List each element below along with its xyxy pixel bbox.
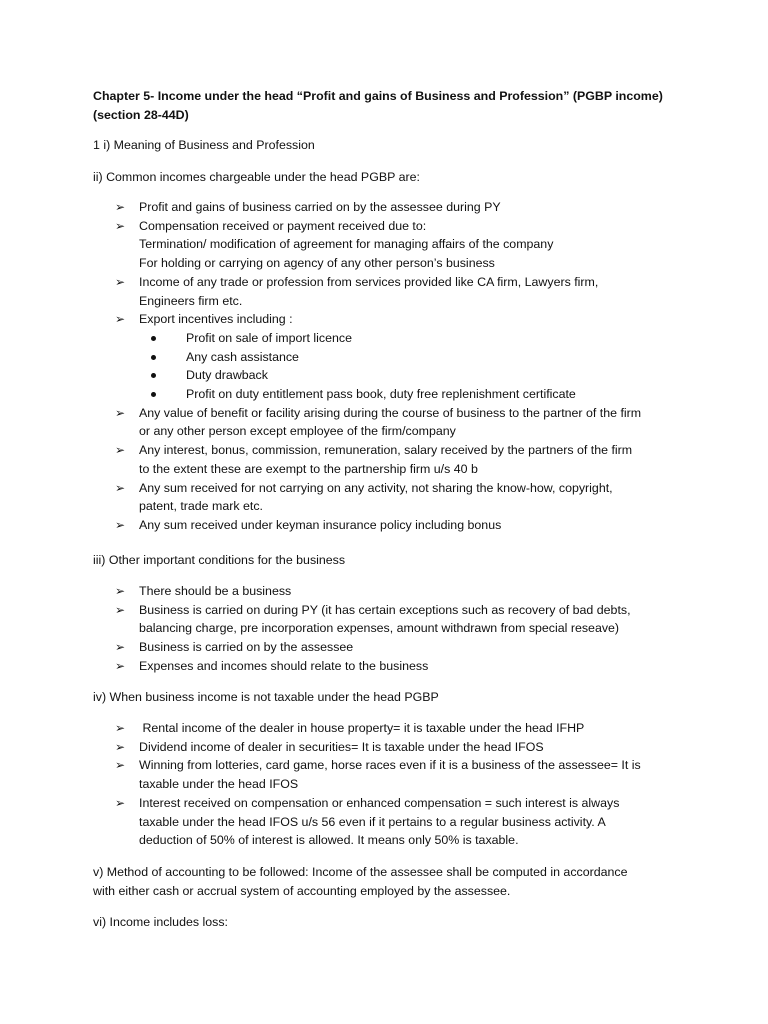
arrow-bullet-icon: ➢ (115, 721, 126, 735)
list-item: ➢ Any sum received under keyman insurance policy including bonus (115, 516, 685, 535)
list-item: ➢ Expenses and incomes should relate to the business (115, 657, 685, 676)
list-item: Profit on duty entitlement pass book, duty free replenishment certificate (139, 385, 685, 404)
list-item: Duty drawback (139, 366, 685, 385)
list-item: ➢ Dividend income of dealer in securities= It is taxable under the head IFOS (115, 738, 685, 757)
arrow-bullet-icon: ➢ (115, 274, 126, 289)
business-conditions-list (115, 582, 685, 676)
list-item: ➢ Business is carried on during PY (it has certain exceptions such as recovery of bad debts, balancing charge, pre incorporation expenses, amount withdrawn from special reseave) (115, 602, 631, 636)
arrow-bullet-icon: ➢ (115, 312, 126, 327)
section-3-heading: iii) Other important conditions for the business (93, 553, 346, 567)
list-item: ➢ Any interest, bonus, commission, remuneration, salary received by the partners of the firm to the extent these are exempt to the partnership firm u/s 40 b (115, 443, 633, 476)
list-item: ➢ There should be a business (115, 582, 685, 601)
arrow-bullet-icon: ➢ (115, 584, 126, 598)
list-item: ➢ Rental income of the dealer in house property= it is taxable under the head IFHP (115, 719, 685, 738)
section-6-heading: vi) Income includes loss: (93, 915, 228, 929)
list-item: ➢ Interest received on compensation or enhanced compensation = such interest is always taxable under the head IFOS u/s 56 even if it pertains to a regular business activity. A deduction of 50% of interest is allowed. It means only 50% is taxable. (115, 795, 620, 848)
list-item: Profit on sale of import licence (139, 329, 685, 348)
arrow-bullet-icon: ➢ (115, 405, 126, 420)
export-incentives-list (139, 329, 685, 404)
section-1-heading: 1 i) Meaning of Business and Profession (93, 138, 315, 152)
arrow-bullet-icon: ➢ (115, 758, 126, 773)
section-2-heading: ii) Common incomes chargeable under the head PGBP are: (93, 170, 420, 184)
non-taxable-income-list (115, 719, 685, 850)
arrow-bullet-icon: ➢ (115, 480, 126, 495)
bullet-dot-icon (151, 355, 156, 360)
list-item: ➢ Profit and gains of business carried on by the assessee during PY (115, 198, 685, 217)
arrow-bullet-icon: ➢ (115, 517, 126, 532)
arrow-bullet-icon: ➢ (115, 658, 126, 673)
list-item: ➢ Export incentives including : Profit on sale of import licence Any cash assistance Duty drawback Profit on duty entitlement pass book, duty free replenishment certificate (115, 310, 685, 404)
arrow-bullet-icon: ➢ (115, 739, 126, 754)
list-item: ➢ Any sum received for not carrying on any activity, not sharing the know-how, copyright, patent, trade mark etc. (115, 480, 613, 514)
arrow-bullet-icon: ➢ (115, 200, 126, 214)
bullet-dot-icon (151, 392, 156, 397)
arrow-bullet-icon: ➢ (115, 602, 126, 617)
arrow-bullet-icon: ➢ (115, 443, 126, 458)
list-item: Any cash assistance (139, 348, 685, 367)
list-item: ➢ Compensation received or payment received due to: Termination/ modification of agreement for managing affairs of the company For holding or carrying on agency of any other person’s business (115, 218, 554, 271)
chapter-title-line2: (section 28-44D) (93, 107, 189, 122)
bullet-dot-icon (151, 336, 156, 341)
list-item: ➢ Business is carried on by the assessee (115, 638, 685, 657)
arrow-bullet-icon: ➢ (115, 640, 126, 655)
chapter-title (93, 87, 693, 124)
pgbp-income-list (115, 198, 685, 535)
arrow-bullet-icon: ➢ (115, 218, 126, 233)
section-4-heading: iv) When business income is not taxable under the head PGBP (93, 690, 439, 704)
list-item: ➢ Income of any trade or profession from services provided like CA firm, Lawyers firm, Engineers firm etc. (115, 274, 599, 308)
section-5-paragraph: v) Method of accounting to be followed: Income of the assessee shall be computed in accordance with either cash or accrual system of accounting employed by the assessee. (93, 865, 628, 898)
arrow-bullet-icon: ➢ (115, 795, 126, 810)
chapter-title-line1: Chapter 5- Income under the head “Profit and gains of Business and Profession” (PGBP income) (93, 89, 663, 103)
list-item: ➢ Any value of benefit or facility arising during the course of business to the partner of the firm or any other person except employee of the firm/company (115, 405, 642, 439)
list-item: ➢ Winning from lotteries, card game, horse races even if it is a business of the assessee= It is taxable under the head IFOS (115, 758, 641, 792)
bullet-dot-icon (151, 373, 156, 378)
